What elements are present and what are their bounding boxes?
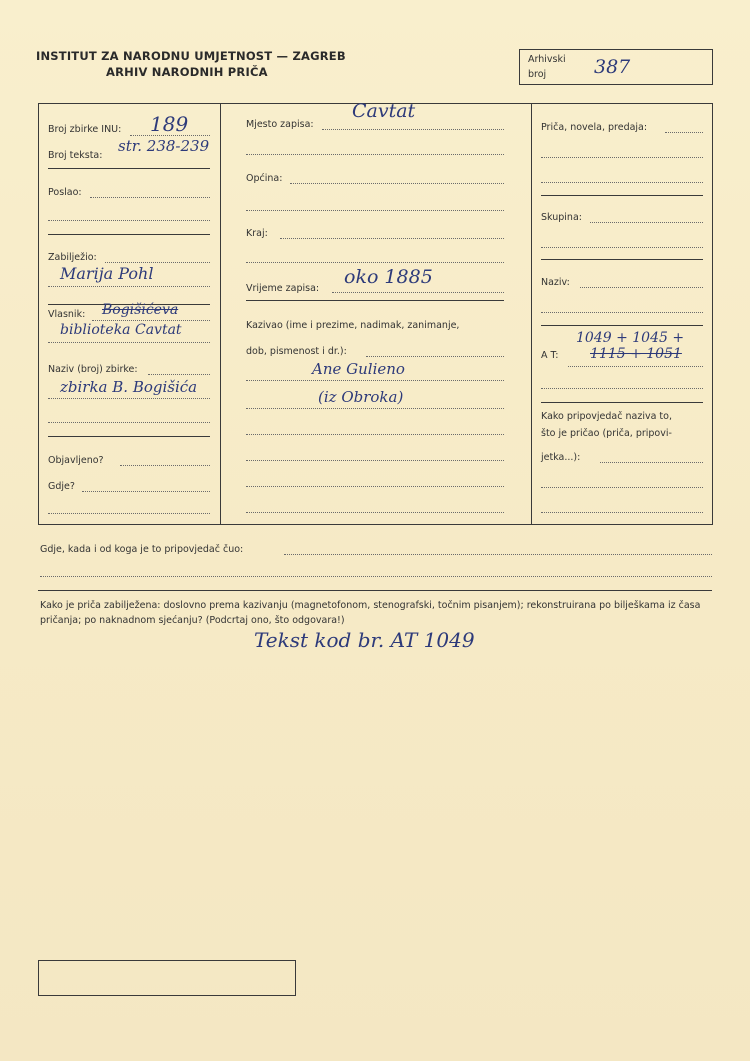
text-number-label: Broj teksta: [48,150,103,161]
dotted-line [48,398,210,399]
story-type-label: Priča, novela, predaja: [541,122,648,133]
collection-name-label: Naziv (broj) zbirke: [48,364,138,375]
at-value-1: 1049 + 1045 + [576,330,685,346]
owner-value-1: Bogišićeva [102,302,179,318]
divider [48,436,210,437]
dotted-line [580,287,703,288]
collection-number-value: 189 [150,112,189,136]
dotted-line [541,312,703,313]
record-time-value: oko 1885 [344,266,433,288]
region-label: Kraj: [246,228,268,239]
dotted-line [148,374,210,375]
collection-name-value: zbirka B. Bogišića [60,378,198,396]
at-label: A T: [541,350,559,361]
group-label: Skupina: [541,212,582,223]
divider [38,590,712,591]
dotted-line [246,262,504,263]
dotted-line [48,513,210,514]
narrator-term-label-2: što je pričao (priča, pripovi- [541,428,672,439]
municipality-label: Općina: [246,173,283,184]
dotted-line [541,388,703,389]
narrator-term-label-1: Kako pripovjedač naziva to, [541,411,672,422]
dotted-line [246,210,504,211]
dotted-line [120,465,210,466]
recording-method-text: Kako je priča zabilježena: doslovno prema kazivanju (magnetofonom, stenografski, točnim pisanjem); rekonstruirana po bilješkama iz časa pričanja; po naknadnom sjećanju? (Podcrtaj ono, što odgovara!) [40,600,701,626]
column-divider-right [531,103,532,524]
column-divider-left [220,103,221,524]
text-number-value: str. 238-239 [118,137,210,155]
place-label: Mjesto zapisa: [246,119,314,130]
record-time-label: Vrijeme zapisa: [246,283,320,294]
dotted-line [541,247,703,248]
bottom-box [38,960,296,996]
divider [48,234,210,235]
dotted-line [40,576,712,577]
at-value-2: 1115 + 1051 [590,346,682,362]
published-label: Objavljeno? [48,455,104,466]
narrator-value-2: (iz Obroka) [318,388,404,406]
dotted-line [600,462,703,463]
dotted-line [246,486,504,487]
archive-title: ARHIV NARODNIH PRIČA [106,65,268,79]
archive-number-label-2: broj [528,69,547,80]
dotted-line [48,422,210,423]
dotted-line [366,356,504,357]
dotted-line [332,292,504,293]
dotted-line [246,154,504,155]
dotted-line [246,434,504,435]
dotted-line [590,222,703,223]
dotted-line [246,408,504,409]
narrator-label-1: Kazivao (ime i prezime, nadimak, zanimanje, [246,320,460,331]
divider [246,300,504,301]
dotted-line [82,491,210,492]
narrator-label-2: dob, pismenost i dr.): [246,346,347,357]
where-label: Gdje? [48,481,75,492]
heard-from-label: Gdje, kada i od koga je to pripovjedač čuo: [40,544,244,555]
divider [541,195,703,196]
dotted-line [541,512,703,513]
narrator-value-1: Ane Gulieno [312,360,405,378]
recorder-label: Zabilježio: [48,252,97,263]
place-value: Cavtat [352,100,416,122]
dotted-line [90,197,210,198]
owner-value-2: biblioteka Cavtat [60,322,182,338]
dotted-line [284,554,712,555]
dotted-line [665,132,703,133]
recorder-value: Marija Pohl [60,264,154,283]
sender-label: Poslao: [48,187,82,198]
dotted-line [541,182,703,183]
dotted-line [246,512,504,513]
dotted-line [290,183,504,184]
divider [541,402,703,403]
dotted-line [246,380,504,381]
dotted-line [48,342,210,343]
archive-number-label: Arhivski [528,54,566,65]
divider [541,325,703,326]
dotted-line [246,460,504,461]
dotted-line [105,262,210,263]
dotted-line [541,157,703,158]
dotted-line [541,487,703,488]
text-reference-note: Tekst kod br. AT 1049 [254,628,475,652]
owner-label: Vlasnik: [48,309,86,320]
collection-number-label: Broj zbirke INU: [48,124,122,135]
archive-number-value: 387 [594,56,631,78]
dotted-line [48,286,210,287]
institute-title: INSTITUT ZA NARODNU UMJETNOST — ZAGREB [36,49,346,63]
title-label: Naziv: [541,277,570,288]
dotted-line [568,366,703,367]
dotted-line [92,320,210,321]
dotted-line [280,238,504,239]
divider [541,259,703,260]
dotted-line [322,129,504,130]
dotted-line [48,220,210,221]
divider [48,168,210,169]
dotted-line [130,135,210,136]
narrator-term-label-3: jetka...): [541,452,581,463]
